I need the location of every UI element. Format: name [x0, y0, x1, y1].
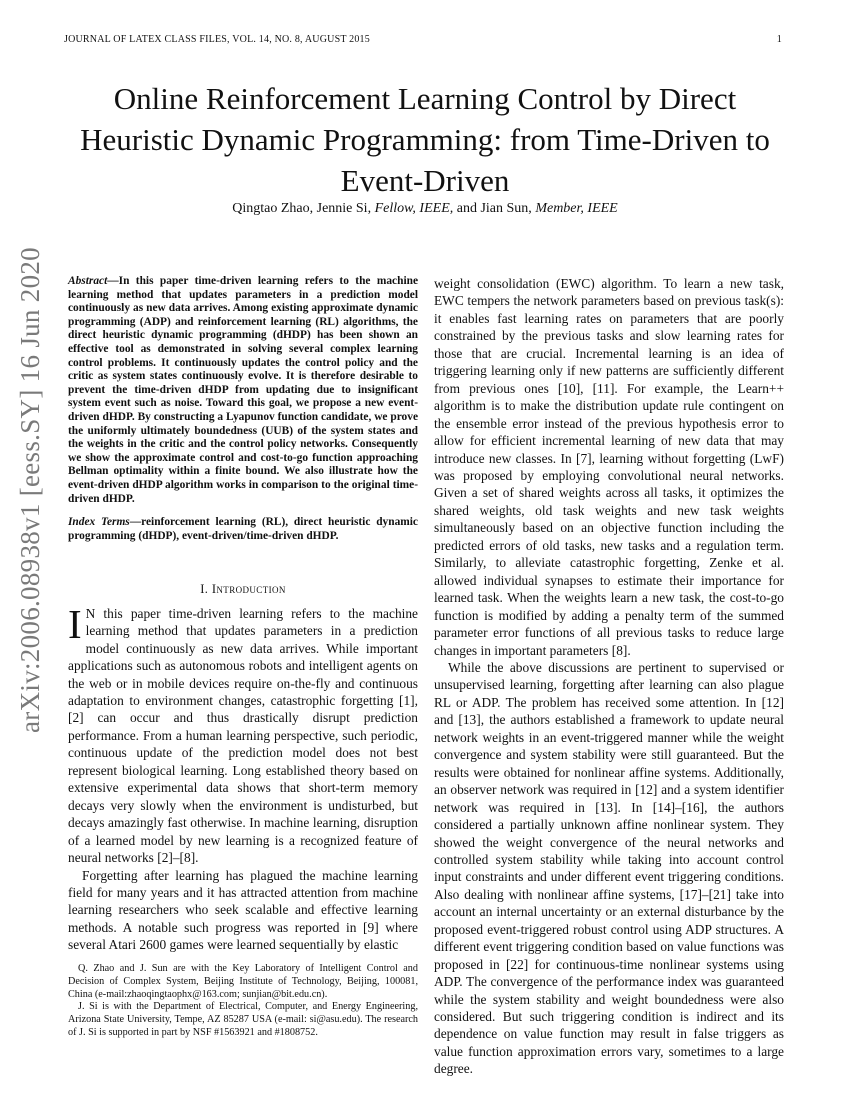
running-head [64, 34, 782, 45]
abstract [68, 275, 418, 506]
intro-paragraph-1 [68, 600, 418, 867]
abstract-lead: Abstract [68, 275, 108, 287]
intro-paragraph-1-text: N this paper time-driven learning refers to the machine learning method that updates parameters in a prediction model continuously as new data arrives. While important applications such as autonomous robots and intelligent agents on the web or in mobile devices require on-the-fly and continuous adaptation to environment changes, catastrophic forgetting [1], [2] can occur and thus drastically disrupt prediction performance. From a human learning perspective, such periodic, continuous update of the prediction model does not best represent biological learning. Long established theory based on extensive experimental data shows that short-term memory decays very slowly when the environment is undisturbed, but decays amazingly fast otherwise. In machine learning, disruption of a learned model by new learning is a recognized feature of neural networks [2]–[8]. [68, 605, 418, 866]
author-role-2: Member, IEEE [535, 201, 618, 216]
right-paragraph-1: weight consolidation (EWC) algorithm. To learn a new task, EWC tempers the network parameters based on previous task(s): it enables fast learning rates on parameters that are poorly constrained by the previous tasks and slow learning rates for those that are crucial. Incremental learning is an idea of triggering learning only if new patterns are sufficiently different from previous ones [10], [11]. For example, the Learn++ algorithm is to make the distribution update rule contingent on the ensemble error instead of the previous hypothesis error to allow for efficient incremental learning of new data that may introduce new classes. In [7], learning without forgetting (LwF) was proposed by employing convolutional neural networks. Given a set of shared weights across all tasks, it optimizes the shared weights, old task weights and new task weights simultaneously based on an objective function including the predicted errors of old tasks, new tasks and a regulation term. Similarly, to alleviate catastrophic forgetting, Zenke et al. allowed individual synapses to estimate their importance for learned task. When the weights learn a new task, the cost-to-go function is modified by adding a penalty term of the summed parameter error functions of all previous tasks to reduce large changes in important parameters [8]. [434, 276, 784, 658]
journal-name: JOURNAL OF LATEX CLASS FILES, VOL. 14, NO. 8, AUGUST 2015 [64, 34, 370, 45]
index-terms-lead: Index Terms [68, 516, 130, 529]
drop-cap: I [68, 600, 82, 647]
page-number: 1 [776, 34, 782, 45]
section-heading-introduction [68, 581, 418, 598]
footnote-affiliation-2: J. Si is with the Department of Electrical, Computer, and Energy Engineering, Arizona State University, Tempe, AZ 85287 USA (e-mail: si@asu.edu). The research of J. Si is supported in part by NSF #1563921 and #1808752. [68, 1001, 418, 1038]
section-number: I. [200, 582, 212, 597]
author-line [60, 201, 790, 217]
index-terms [68, 516, 418, 543]
right-paragraph-2: While the above discussions are pertinent to supervised or unsupervised learning, forgetting after learning can also plague RL or ADP. The problem has received some attention. In [12] and [13], the authors established a framework to update neural network weights in an event-triggered manner while the weight convergence and system stability were still guaranteed. But the results were obtained for nonlinear affine systems. Additionally, an observer network was required in [12] and a system identifier network was required in [13]. In [14]–[16], the authors considered a partially unknown affine nonlinear system. They showed the weight convergence of the neural networks and controlled system stability while taking into account control input constraints and under different event triggering conditions. Also dealing with nonlinear affine systems, [17]–[21] take into account an internal uncertainty or an external disturbance by the proposed event-triggered robust control using ADP structures. A different event triggering condition based on value functions was proposed in [22] for continuous-time nonlinear systems using ADP. The convergence of the performance index was guaranteed while the system stability and weight boundedness were also considered. But such triggering condition is indirect and its dependence on value function may result in false triggers as value function approximation errors vary, sometimes to a large degree. [434, 659, 784, 1077]
arxiv-stamp: arXiv:2006.08938v1 [eess.SY] 16 Jun 2020 [15, 247, 45, 733]
abstract-text: —In this paper time-driven learning refers to the machine learning method that updates parameters in a prediction model continuously as new data arrives. Among existing approximate dynamic programming (ADP) and reinforcement learning (RL) algorithms, the direct heuristic dynamic programming (dHDP) has been shown an effective tool as demonstrated in solving several complex learning control problems. It continuously updates the control policy and the critic as system states continuously evolve. It is therefore desirable to prevent the time-driven dHDP from updating due to insignificant system event such as noise. Toward this goal, we propose a new event-driven dHDP. By constructing a Lyapunov function candidate, we prove the uniformly ultimately boundedness (UUB) of the system states and the weights in the critic and the control policy networks. Consequently we show the approximate control and cost-to-go function approaching Bellman optimality within a finite bound. We also illustrate how the event-driven dHDP algorithm works in comparison to the original time-driven dHDP. [68, 275, 418, 505]
right-column [434, 275, 784, 1078]
author-names-2: and Jian Sun, [453, 201, 536, 216]
index-terms-text: —reinforcement learning (RL), direct heuristic dynamic programming (dHDP), event-driven/time-driven dHDP. [68, 516, 418, 542]
section-title: Introduction [211, 582, 286, 597]
footnotes [68, 963, 418, 1040]
author-names-1: Qingtao Zhao, Jennie Si, [232, 201, 375, 216]
paper-title: Online Reinforcement Learning Control by Direct Heuristic Dynamic Programming: from Time-Driven to Event-Driven [80, 81, 770, 198]
left-column [68, 275, 418, 954]
author-role-1: Fellow, IEEE, [374, 201, 454, 216]
footnote-affiliation-1: Q. Zhao and J. Sun are with the Key Laboratory of Intelligent Control and Decision of Complex System, Beijing Institute of Technology, Beijing, 100081, China (e-mail:zhaoqingtaophx@163.com; sunjian@bit.edu.cn). [68, 963, 418, 1000]
intro-paragraph-2: Forgetting after learning has plagued the machine learning field for many years and it has attracted attention from machine learning researchers who seek scalable and effective learning methods. A notable such progress was reported in [9] where several Atari 2600 games were learned sequentially by elastic [68, 867, 418, 953]
